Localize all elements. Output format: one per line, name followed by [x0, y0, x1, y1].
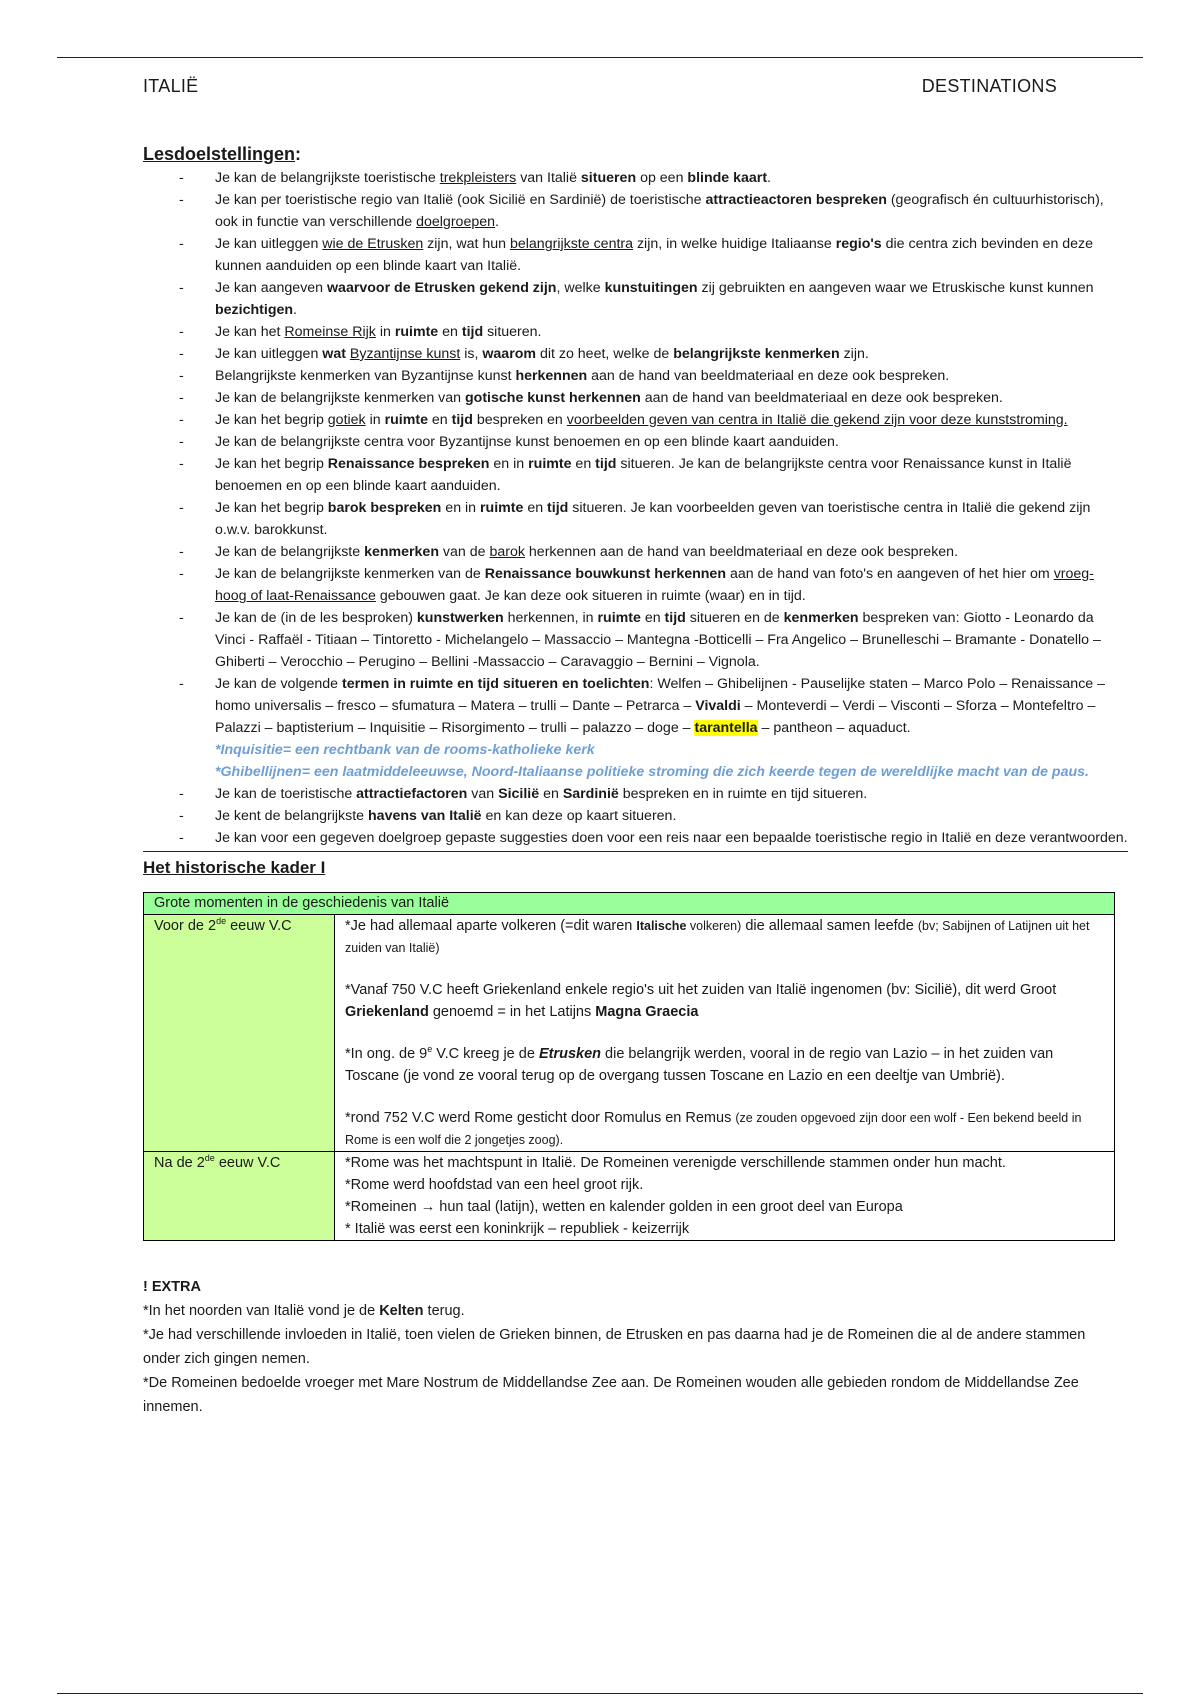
table-row — [144, 1152, 1115, 1241]
document-body — [143, 144, 1128, 1419]
arrow-icon: → — [420, 1199, 436, 1215]
list-item: - Je kan de toeristische attractiefactoren van Sicilië en Sardinië bespreken en in ruimte en tijd situeren. — [179, 786, 868, 802]
top-rule — [57, 57, 1143, 58]
row-content: *Rome was het machtspunt in Italië. De Romeinen verenigde verschillende stammen onder hun macht. *Rome werd hoofdstad van een heel groot rijk. *Romeinen → hun taal (latijn), wetten en kalender golden in een groot deel van Europa * Italië was eerst een koninkrijk – republiek - keizerrijk — [335, 1152, 1115, 1241]
list-item: - Je kan per toeristische regio van Italië (ook Sicilië en Sardinië) de toeristische attractieactoren bespreken (geografisch én cultuurhistorisch), ook in functie van verschillende doelgroepen. — [179, 192, 1104, 230]
list-item: - Je kan het begrip Renaissance bespreken en in ruimte en tijd situeren. Je kan de belangrijkste centra voor Renaissance kunst in Italië benoemen en op een blinde kaart aanduiden. — [179, 456, 1072, 494]
list-item: - Je kan uitleggen wat Byzantijnse kunst is, waarom dit zo heet, welke de belangrijkste kenmerken zijn. — [179, 346, 869, 362]
list-item: - Je kan de belangrijkste kenmerken van de barok herkennen aan de hand van beeldmateriaal en deze ook bespreken. — [179, 544, 959, 560]
header-course: DESTINATIONS — [921, 76, 1057, 96]
list-item: - Je kan de volgende termen in ruimte en tijd situeren en toelichten: Welfen – Ghibelijnen - Pauselijke staten – Marco Polo – Renaissance – homo universalis – fresco – sfumatura – Matera – trulli – Dante – Petrarca – Vivaldi – Monteverdi – Verdi – Visconti – Sforza – Montefeltro – Palazzi – baptisterium – Inquisitie – Risorgimento – trulli – palazzo – doge – tarantella – pantheon – aquaduct. — [179, 676, 1106, 736]
list-item: - Je kan het begrip barok bespreken en in ruimte en tijd situeren. Je kan voorbeelden geven van toeristische centra in Italië die gekend zijn o.w.v. barokkunst. — [179, 500, 1091, 538]
note-inquisitie: *Inquisitie= een rechtbank van de rooms-katholieke kerk — [215, 742, 595, 758]
row-label: Na de 2de eeuw V.C — [144, 1152, 335, 1241]
extra-title: ! EXTRA — [143, 1279, 201, 1295]
list-item: - Je kan de belangrijkste centra voor Byzantijnse kunst benoemen en op een blinde kaart aanduiden. — [179, 434, 839, 450]
list-item: - Je kan het begrip gotiek in ruimte en tijd bespreken en voorbeelden geven van centra in Italië die gekend zijn voor deze kunststroming. — [179, 412, 1068, 428]
list-item: - Belangrijkste kenmerken van Byzantijnse kunst herkennen aan de hand van beeldmateriaal en deze ook bespreken. — [179, 368, 950, 384]
extra-line: *Je had verschillende invloeden in Italië, toen vielen de Grieken binnen, de Etrusken en pas daarna had je de Romeinen die al de andere stammen onder zich gingen nemen. — [143, 1327, 1086, 1367]
list-item: - Je kan de belangrijkste kenmerken van gotische kunst herkennen aan de hand van beeldmateriaal en deze ook bespreken. — [179, 390, 1003, 406]
row-content: *Je had allemaal aparte volkeren (=dit waren Italische volkeren) die allemaal samen leefde (bv; Sabijnen of Latijnen uit het zuiden van Italië) *Vanaf 750 V.C heeft Griekenland enkele regio's uit het zuiden van Italië ingenomen (bv: Sicilië), dit werd Groot Griekenland genoemd = in het Latijns Magna Graecia *In ong. de 9e V.C kreeg je de Etrusken die belangrijk werden, vooral in de regio van Lazio – in het zuiden van Toscane (je vond ze vooral terug op de overgang tussen Toscane en Lazio en een deeltje van Umbrië). *rond 752 V.C werd Rome gesticht door Romulus en Remus (ze zouden opgevoed zijn door een wolf - Een bekend beeld in Rome is een wolf die 2 jongetjes zoog). — [335, 915, 1115, 1152]
list-item: - Je kan uitleggen wie de Etrusken zijn, wat hun belangrijkste centra zijn, in welke huidige Italiaanse regio's die centra zich bevinden en deze kunnen aanduiden op een blinde kaart van Italië. — [179, 236, 1094, 274]
list-item: - Je kan het Romeinse Rijk in ruimte en tijd situeren. — [179, 324, 542, 340]
historic-heading: Het historische kader I — [143, 858, 326, 877]
goals-list-continued — [143, 783, 1128, 849]
note-ghibellijnen: *Ghibellijnen= een laatmiddeleeuwse, Noord-Italiaanse politieke stroming die zich keerde tegen de wereldlijke macht van de paus. — [215, 764, 1089, 780]
list-item: - Je kan voor een gegeven doelgroep gepaste suggesties doen voor een reis naar een bepaalde toeristische regio in Italië en deze verantwoorden. — [179, 830, 1128, 846]
extra-section — [143, 1275, 1103, 1419]
extra-line: *De Romeinen bedoelde vroeger met Mare Nostrum de Middellandse Zee aan. De Romeinen wouden alle gebieden rondom de Middellandse Zee innemen. — [143, 1375, 1079, 1415]
header-country: ITALIË — [143, 76, 199, 96]
row-label: Voor de 2de eeuw V.C — [144, 915, 335, 1152]
extra-line: *In het noorden van Italië vond je de Kelten terug. — [143, 1303, 465, 1319]
bottom-rule — [57, 1693, 1143, 1694]
list-item: - Je kan de belangrijkste toeristische trekpleisters van Italië situeren op een blinde kaart. — [179, 170, 771, 186]
goals-heading: Lesdoelstellingen: — [143, 144, 302, 164]
table-title: Grote momenten in de geschiedenis van Italië — [144, 893, 1115, 915]
goals-list — [143, 167, 1128, 739]
history-table — [143, 892, 1115, 1241]
section-divider — [143, 851, 1128, 852]
highlighted-term: tarantella — [694, 720, 758, 736]
list-item: - Je kan de (in de les besproken) kunstwerken herkennen, in ruimte en tijd situeren en de kenmerken bespreken van: Giotto - Leonardo da Vinci - Raffaël - Titiaan – Tintoretto - Michelangelo – Massaccio – Mantegna -Botticelli – Fra Angelico – Brunelleschi – Bramante - Donatello – Ghiberti – Verocchio – Perugino – Bellini -Massaccio – Caravaggio – Bernini – Vignola. — [179, 610, 1101, 670]
list-item: - Je kan aangeven waarvoor de Etrusken gekend zijn, welke kunstuitingen zij gebruikten en aangeven waar we Etruskische kunst kunnen bezichtigen. — [179, 280, 1094, 318]
list-item: - Je kent de belangrijkste havens van Italië en kan deze op kaart situeren. — [179, 808, 677, 824]
table-row — [144, 915, 1115, 1152]
list-item: - Je kan de belangrijkste kenmerken van de Renaissance bouwkunst herkennen aan de hand van foto's en aangeven of het hier om vroeg- hoog of laat-Renaissance gebouwen gaat. Je kan deze ook situeren in ruimte (waar) en in tijd. — [179, 566, 1094, 604]
